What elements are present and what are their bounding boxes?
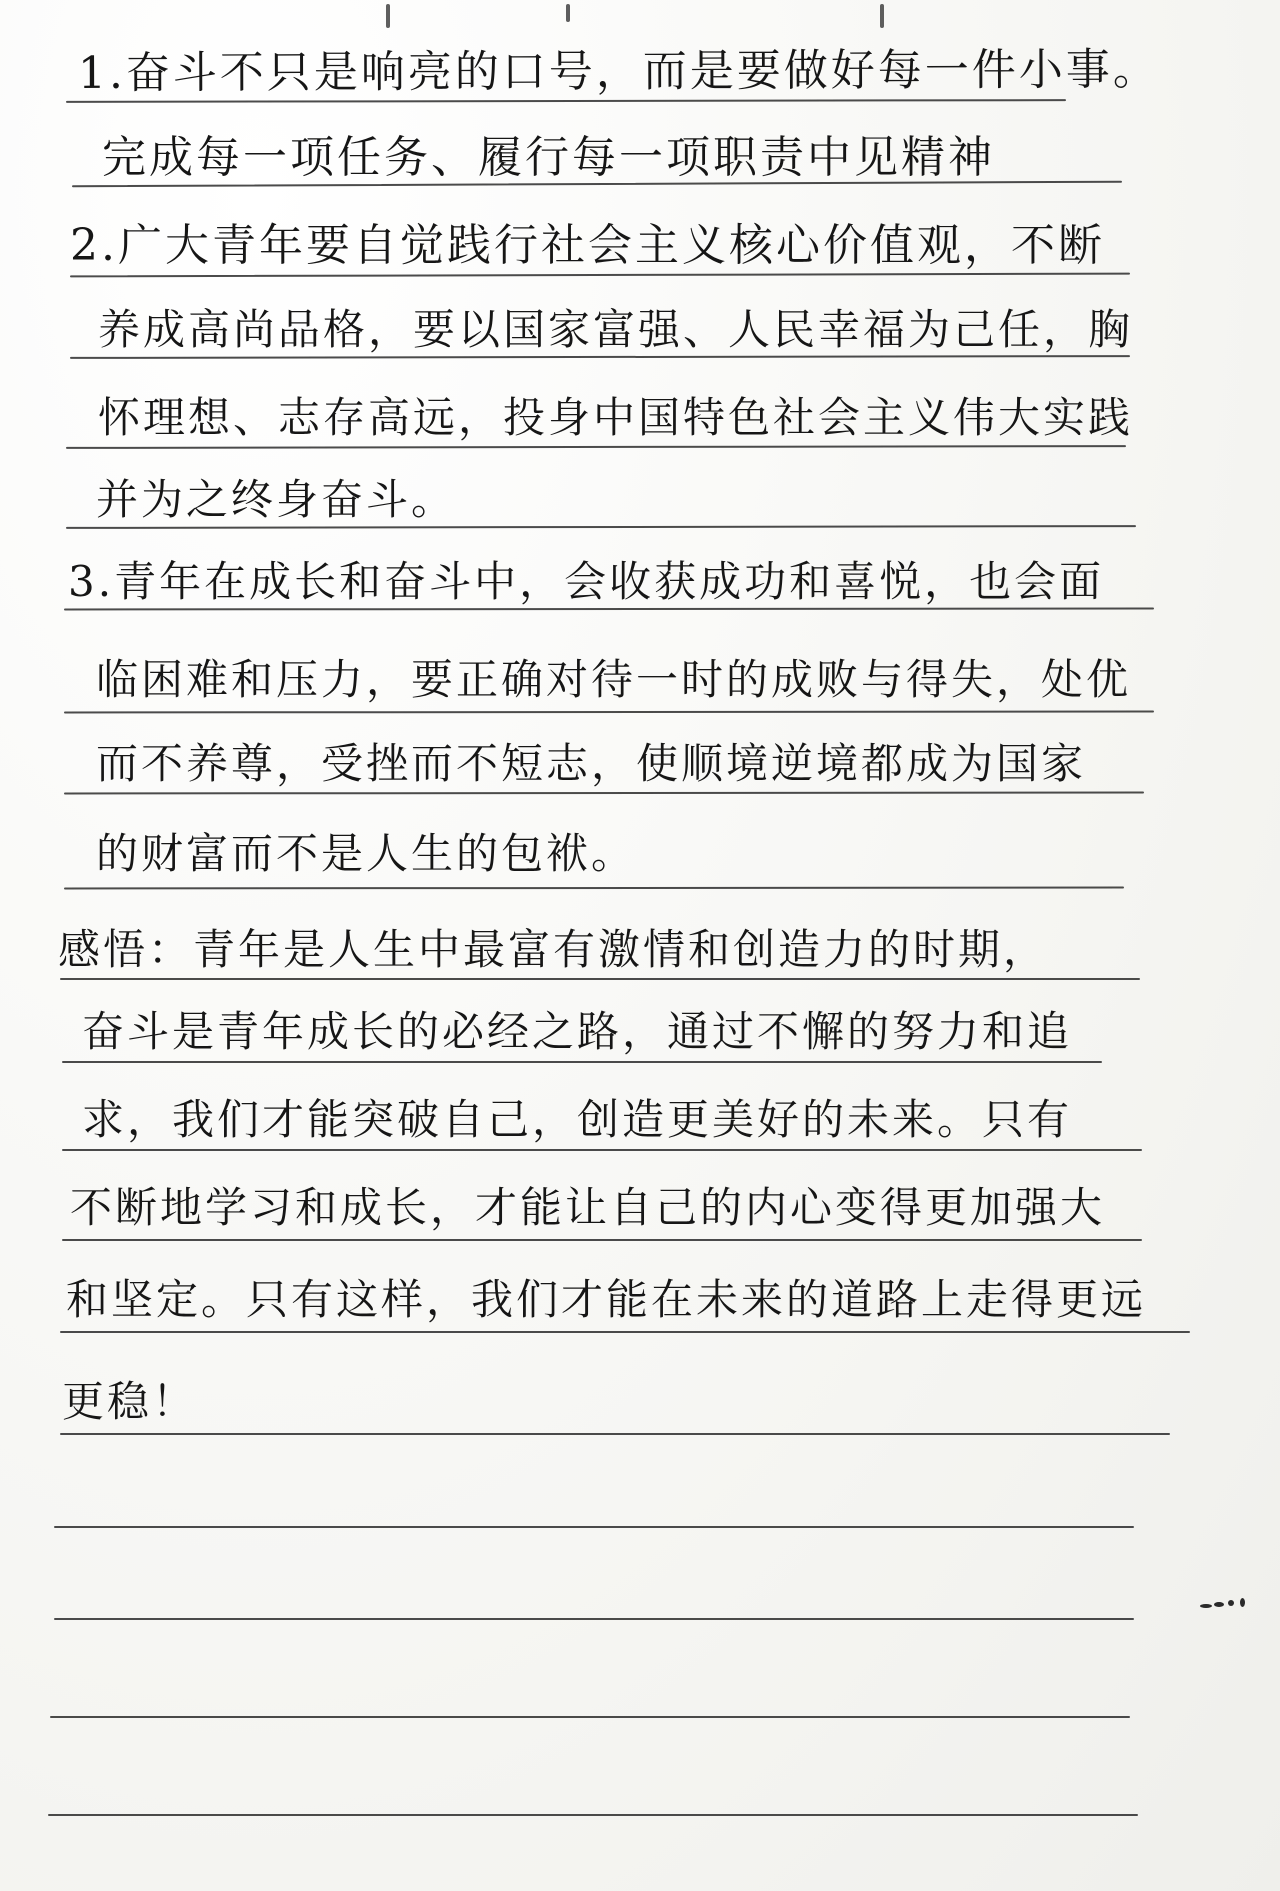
text-line: 感悟：青年是人生中最富有激情和创造力的时期，	[58, 925, 1049, 974]
ruled-line	[60, 1433, 1170, 1435]
top-edge-marks	[0, 0, 1280, 34]
text-line: 的财富而不是人生的包袱。	[96, 829, 637, 878]
text-line: 养成高尚品格，要以国家富强、人民幸福为己任，胸	[98, 305, 1134, 354]
text-line: 怀理想、志存高远，投身中国特色社会主义伟大实践	[98, 393, 1134, 442]
ruled-line-empty	[54, 1526, 1134, 1528]
text-line: 并为之终身奋斗。	[96, 475, 457, 524]
text-line: 3.青年在成长和奋斗中，会收获成功和喜悦，也会面	[68, 557, 1105, 606]
edge-mark	[880, 4, 884, 28]
ink-smudge	[1200, 1598, 1252, 1612]
text-line: 临困难和压力，要正确对待一时的成败与得失，处优	[96, 655, 1132, 704]
ruled-line	[60, 978, 1140, 980]
ruled-line	[64, 711, 1154, 714]
ruled-line	[62, 1061, 1102, 1063]
text-line: 1.奋斗不只是响亮的口号，而是要做好每一件小事。	[77, 44, 1160, 100]
ruled-line	[64, 887, 1124, 890]
text-line: 和坚定。只有这样，我们才能在未来的道路上走得更远	[66, 1275, 1147, 1324]
text-line: 更稳！	[62, 1377, 198, 1426]
text-line: 不断地学习和成长，才能让自己的内心变得更加强大	[70, 1183, 1106, 1232]
text-line: 2.广大青年要自觉践行社会主义核心价值观，不断	[70, 220, 1105, 271]
text-line: 奋斗是青年成长的必经之路，通过不懈的努力和追	[82, 1007, 1073, 1056]
ruled-line-empty	[54, 1618, 1134, 1620]
ruled-line	[60, 1331, 1190, 1333]
edge-mark	[566, 4, 570, 22]
ruled-line-empty	[48, 1814, 1138, 1816]
ruled-line	[62, 1149, 1142, 1151]
ruled-line	[62, 1239, 1142, 1241]
text-line: 完成每一项任务、履行每一项职责中见精神	[102, 132, 995, 183]
text-line: 求，我们才能突破自己，创造更美好的未来。只有	[82, 1095, 1073, 1144]
text-line: 而不养尊，受挫而不短志，使顺境逆境都成为国家	[96, 739, 1087, 788]
edge-mark	[386, 4, 390, 28]
ruled-line-empty	[50, 1716, 1130, 1718]
